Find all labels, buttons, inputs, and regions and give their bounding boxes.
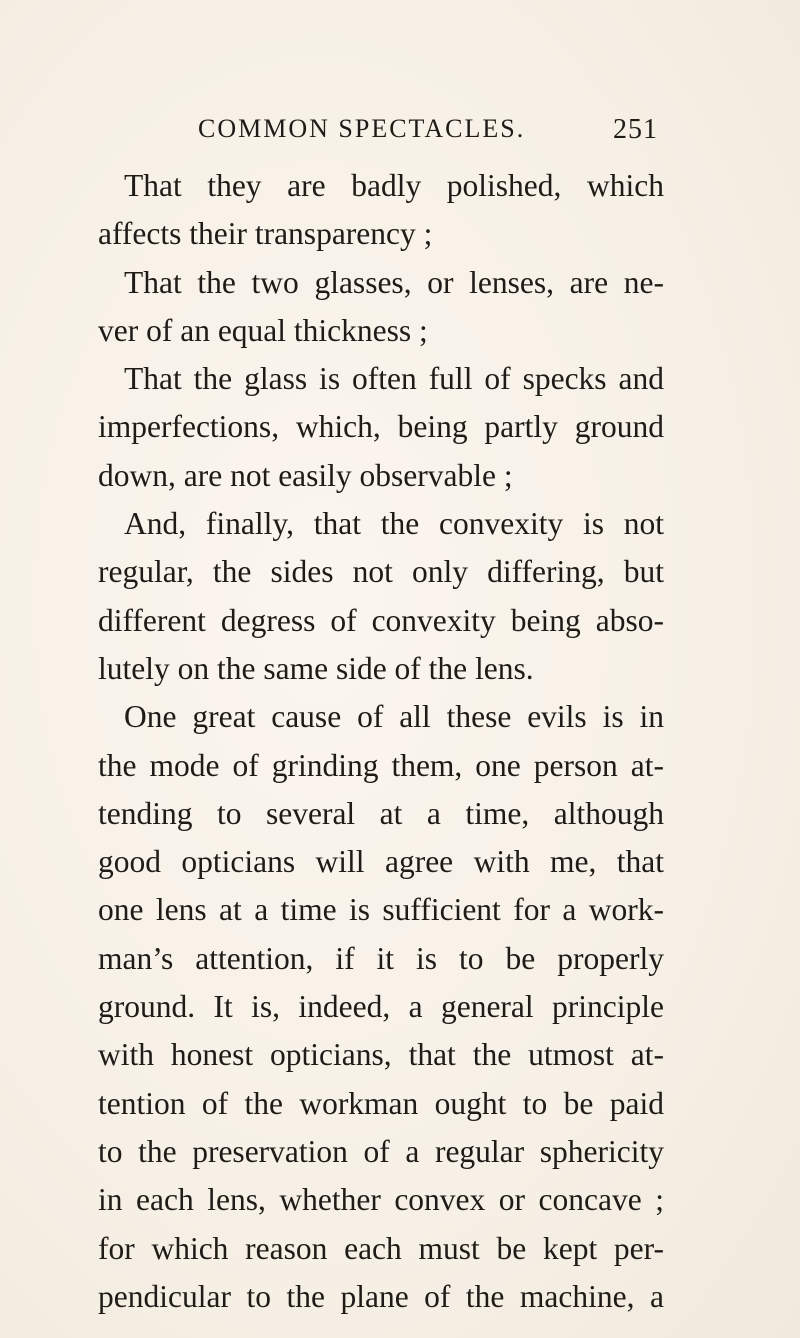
text-line: regular, the sides not only differing, but [98, 554, 664, 590]
page-header [198, 114, 658, 154]
text-line: different degress of convexity being abso- [98, 602, 664, 638]
text-line: And, finally, that the convexity is not [124, 506, 664, 542]
text-line: down, are not easily observable ; [98, 457, 513, 493]
text-line: lutely on the same side of the lens. [98, 650, 534, 686]
text-line: One great cause of all these evils is in [124, 699, 664, 735]
text-line: with honest opticians, that the utmost at- [98, 1037, 664, 1073]
text-line: tending to several at a time, although [98, 795, 664, 831]
text-line: That the two glasses, or lenses, are ne- [124, 264, 664, 300]
text-line: ground. It is, indeed, a general principle [98, 989, 664, 1025]
page-number: 251 [613, 114, 658, 145]
text-line: imperfections, which, being partly ground [98, 409, 664, 445]
body-text [98, 162, 664, 1321]
text-line: ver of an equal thickness ; [98, 312, 428, 348]
text-line: one lens at a time is sufficient for a work- [98, 892, 664, 928]
running-head: COMMON SPECTACLES. [198, 114, 526, 143]
text-line: for which reason each must be kept per- [98, 1230, 664, 1266]
text-line: affects their transparency ; [98, 216, 433, 252]
text-line: That the glass is often full of specks and [124, 361, 664, 397]
text-line: tention of the workman ought to be paid [98, 1085, 664, 1121]
text-line: to the preservation of a regular sphericity [98, 1133, 664, 1169]
text-line: the mode of grinding them, one person at- [98, 747, 664, 783]
text-line: good opticians will agree with me, that [98, 844, 664, 880]
text-line: pendicular to the plane of the machine, a [98, 1278, 664, 1314]
text-line: That they are badly polished, which [124, 168, 664, 203]
text-line: man’s attention, if it is to be properly [98, 940, 664, 976]
text-line: in each lens, whether convex or concave ; [98, 1182, 664, 1218]
